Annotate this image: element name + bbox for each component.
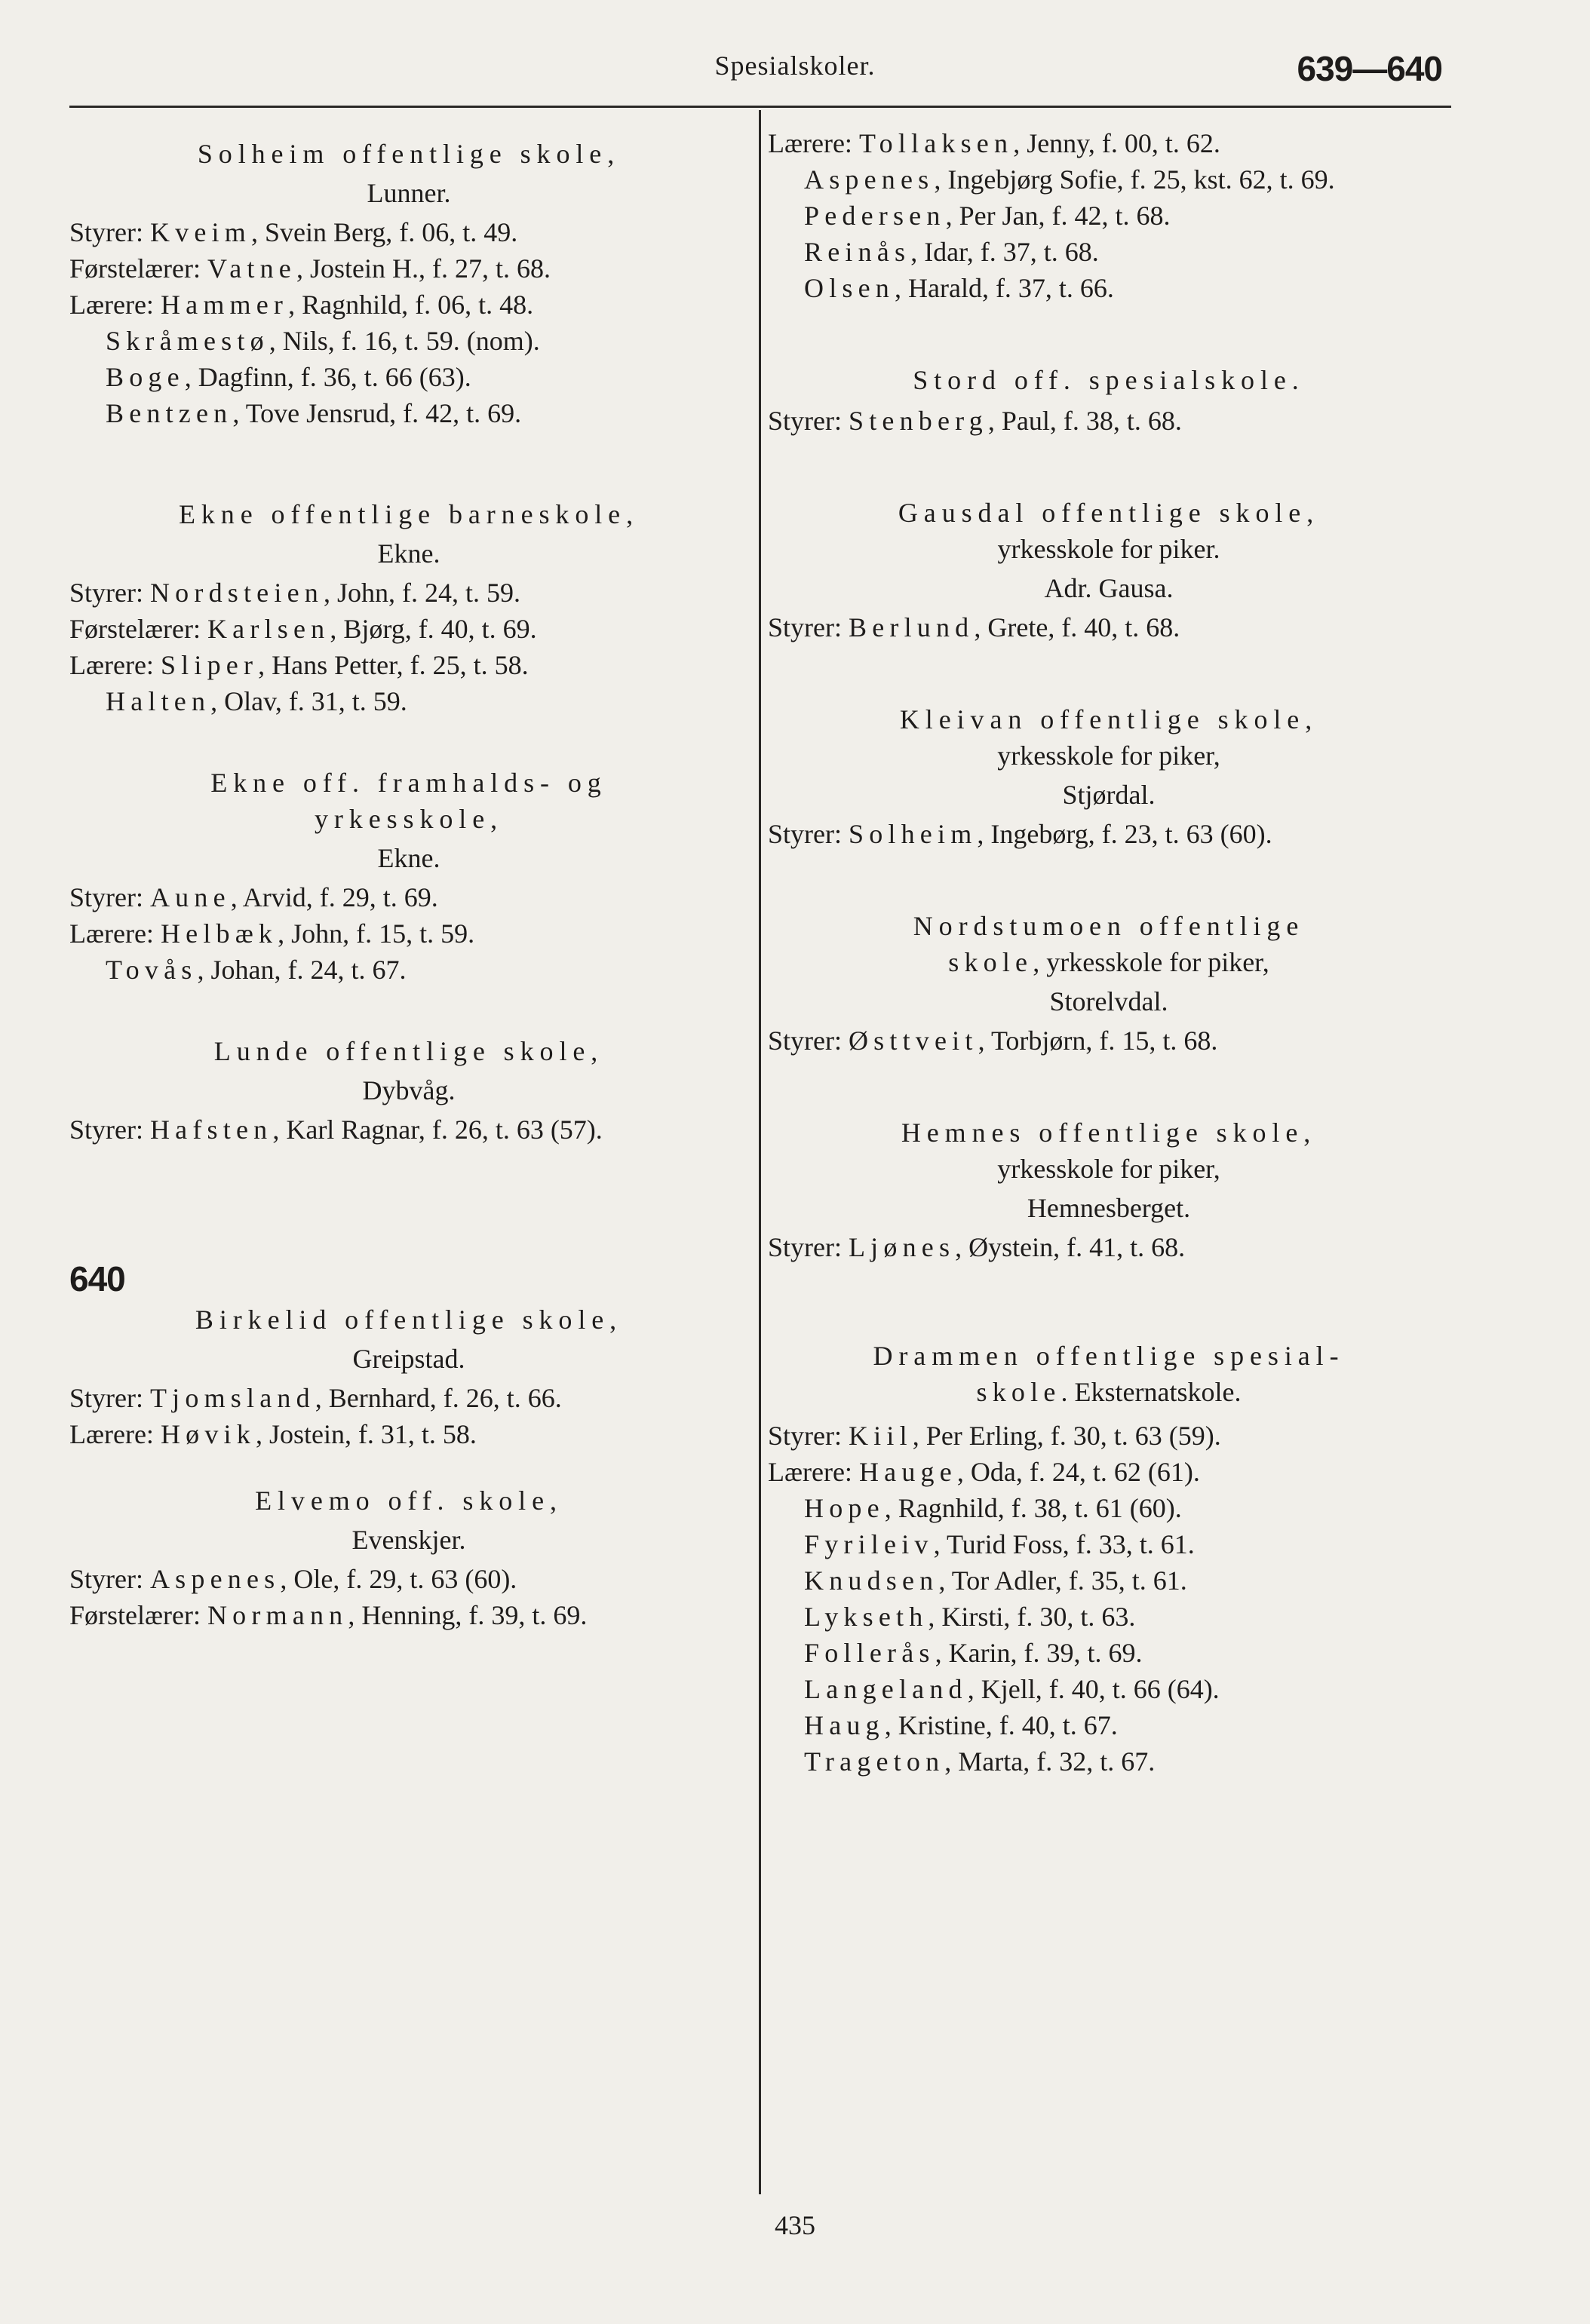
school-entry-birkelid: [69, 1302, 748, 1452]
school-heading: skole, yrkesskole for piker,: [948, 947, 1269, 977]
school-subheading: yrkesskole for piker.: [997, 534, 1220, 564]
school-heading: skole. Eksternatskole.: [976, 1377, 1242, 1407]
staff-line: Styrer: Kiil, Per Erling, f. 30, t. 63 (59).: [768, 1421, 1221, 1451]
staff-line: Aspenes, Ingebjørg Sofie, f. 25, kst. 62, t. 69.: [804, 164, 1335, 195]
school-entry-hemnes: [768, 1114, 1450, 1265]
school-place: Dybvåg.: [362, 1075, 456, 1105]
staff-line: Styrer: Kveim, Svein Berg, f. 06, t. 49.: [69, 217, 518, 247]
header-rule: [69, 106, 1451, 108]
staff-line: Pedersen, Per Jan, f. 42, t. 68.: [804, 201, 1171, 231]
school-place: Ekne.: [377, 538, 440, 569]
school-place: Ekne.: [377, 843, 440, 873]
school-heading: Drammen offentlige spesial-: [873, 1341, 1345, 1371]
staff-line: Olsen, Harald, f. 37, t. 66.: [804, 273, 1114, 303]
staff-line: Lærere: Tollaksen, Jenny, f. 00, t. 62.: [768, 128, 1220, 158]
staff-line: Førstelærer: Normann, Henning, f. 39, t. 69.: [69, 1600, 588, 1630]
staff-line: Bentzen, Tove Jensrud, f. 42, t. 69.: [106, 398, 522, 428]
staff-line: Styrer: Solheim, Ingebørg, f. 23, t. 63 (60).: [768, 819, 1272, 849]
staff-line: Boge, Dagfinn, f. 36, t. 66 (63).: [106, 362, 471, 392]
right-column: [768, 125, 1450, 1780]
staff-line: Styrer: Tjomsland, Bernhard, f. 26, t. 66.: [69, 1383, 562, 1413]
school-place: Stjørdal.: [1062, 780, 1156, 810]
school-place: Adr. Gausa.: [1044, 573, 1174, 603]
staff-line: Halten, Olav, f. 31, t. 59.: [106, 686, 407, 716]
staff-line: Skråmestø, Nils, f. 16, t. 59. (nom).: [106, 326, 540, 356]
staff-line: Langeland, Kjell, f. 40, t. 66 (64).: [804, 1674, 1220, 1704]
school-heading: Birkelid offentlige skole,: [195, 1305, 623, 1335]
school-entry-nordstumoen: [768, 908, 1450, 1059]
school-entry-continued: [768, 125, 1450, 306]
staff-line: Førstelærer: Vatne, Jostein H., f. 27, t. 68.: [69, 253, 551, 284]
footer-page-number: 435: [775, 2210, 815, 2240]
school-place: Lunner.: [367, 178, 451, 208]
school-heading: Ekne offentlige barneskole,: [178, 499, 640, 529]
staff-line: Lærere: Helbæk, John, f. 15, t. 59.: [69, 918, 475, 949]
staff-line: Styrer: Østtveit, Torbjørn, f. 15, t. 68.: [768, 1026, 1218, 1056]
school-place: Hemnesberget.: [1027, 1193, 1191, 1223]
staff-line: Lærere: Hammer, Ragnhild, f. 06, t. 48.: [69, 290, 534, 320]
school-heading: Hemnes offentlige skole,: [901, 1118, 1317, 1148]
school-entry-ekne-framhald: [69, 765, 748, 988]
staff-line: Styrer: Nordsteien, John, f. 24, t. 59.: [69, 578, 520, 608]
school-heading: Lunde offentlige skole,: [213, 1036, 604, 1066]
school-heading: Elvemo off. skole,: [255, 1485, 563, 1516]
school-place: Evenskjer.: [351, 1525, 466, 1555]
school-entry-solheim: [69, 136, 748, 431]
staff-line: Styrer: Aspenes, Ole, f. 29, t. 63 (60).: [69, 1564, 517, 1594]
school-heading: Gausdal offentlige skole,: [898, 498, 1320, 528]
page-range: 639—640: [1297, 49, 1442, 88]
school-heading: Stord off. spesialskole.: [913, 365, 1305, 395]
school-heading: Nordstumoen offentlige: [913, 911, 1305, 941]
section-number: 640: [69, 1259, 125, 1298]
school-entry-gausdal: [768, 495, 1450, 645]
staff-line: Styrer: Aune, Arvid, f. 29, t. 69.: [69, 882, 438, 912]
staff-line: Hope, Ragnhild, f. 38, t. 61 (60).: [804, 1493, 1182, 1523]
staff-line: Styrer: Berlund, Grete, f. 40, t. 68.: [768, 612, 1180, 642]
school-place: Storelvdal.: [1049, 986, 1168, 1016]
staff-line: Styrer: Hafsten, Karl Ragnar, f. 26, t. 63 (57).: [69, 1114, 603, 1145]
staff-line: Knudsen, Tor Adler, f. 35, t. 61.: [804, 1565, 1187, 1596]
school-entry-kleivan: [768, 701, 1450, 852]
staff-line: Lærere: Hauge, Oda, f. 24, t. 62 (61).: [768, 1457, 1200, 1487]
school-heading: Ekne off. framhalds- og: [210, 768, 607, 798]
staff-line: Lærere: Sliper, Hans Petter, f. 25, t. 58.: [69, 650, 529, 680]
school-heading: Solheim offentlige skole,: [197, 139, 621, 169]
staff-line: Reinås, Idar, f. 37, t. 68.: [804, 237, 1099, 267]
school-entry-stord: [768, 362, 1450, 439]
staff-line: Follerås, Karin, f. 39, t. 69.: [804, 1638, 1143, 1668]
staff-line: Haug, Kristine, f. 40, t. 67.: [804, 1710, 1118, 1740]
staff-line: Fyrileiv, Turid Foss, f. 33, t. 61.: [804, 1529, 1195, 1559]
staff-line: Tovås, Johan, f. 24, t. 67.: [106, 955, 407, 985]
staff-line: Lykseth, Kirsti, f. 30, t. 63.: [804, 1602, 1136, 1632]
running-head: Spesialskoler.: [714, 51, 876, 81]
staff-line: Styrer: Ljønes, Øystein, f. 41, t. 68.: [768, 1232, 1186, 1262]
school-entry-elvemo: [69, 1482, 748, 1633]
school-subheading: yrkesskole for piker,: [997, 1154, 1220, 1184]
school-entry-drammen: [768, 1338, 1450, 1780]
staff-line: Lærere: Høvik, Jostein, f. 31, t. 58.: [69, 1419, 477, 1449]
staff-line: Førstelærer: Karlsen, Bjørg, f. 40, t. 69.: [69, 614, 537, 644]
school-place: Greipstad.: [352, 1344, 465, 1374]
school-heading: yrkesskole,: [314, 804, 504, 834]
staff-line: Trageton, Marta, f. 32, t. 67.: [804, 1746, 1156, 1777]
staff-line: Styrer: Stenberg, Paul, f. 38, t. 68.: [768, 406, 1182, 436]
school-subheading: yrkesskole for piker,: [997, 740, 1220, 771]
school-entry-lunde: [69, 1033, 748, 1148]
column-rule: [759, 110, 761, 2194]
school-heading: Kleivan offentlige skole,: [899, 704, 1318, 734]
school-entry-ekne-barneskole: [69, 496, 748, 719]
left-column: [69, 136, 748, 1633]
